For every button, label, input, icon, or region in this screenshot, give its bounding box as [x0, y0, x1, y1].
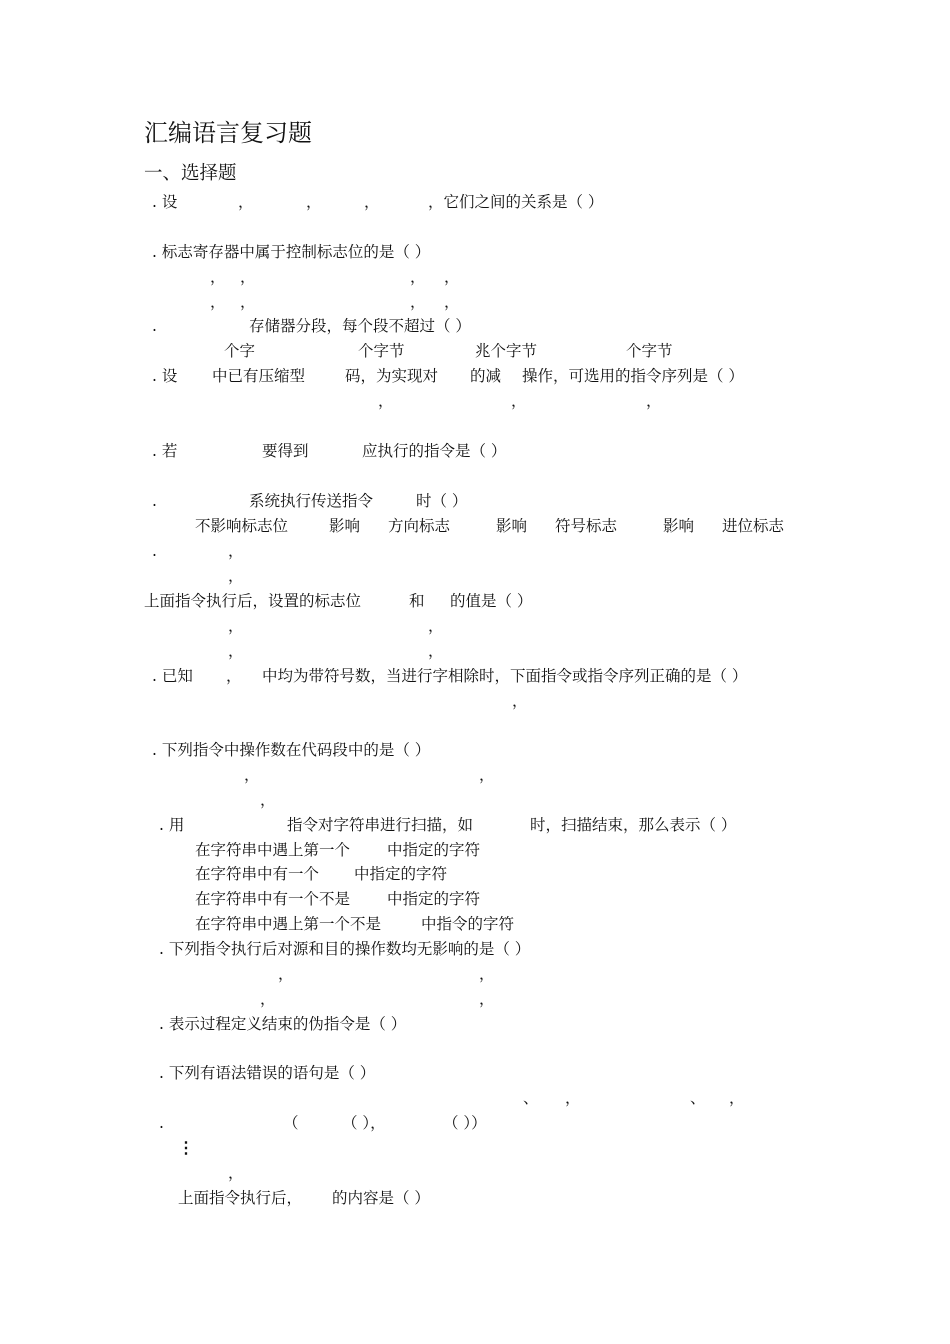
option-comma: ，	[646, 392, 662, 410]
document-title: 汇编语言复习题	[144, 119, 312, 147]
option-text: 个字节	[358, 342, 405, 360]
q3-dot: .	[152, 317, 157, 335]
option-comma: ，	[210, 268, 226, 286]
option-text: 个字节	[626, 342, 673, 360]
option-comma: ，	[479, 965, 495, 983]
option-comma: ，	[244, 766, 260, 784]
option-comma: ，	[410, 293, 426, 311]
q5-text: 应执行的指令是（ ）	[362, 442, 507, 460]
q10-text: 指令对字符串进行扫描，如	[287, 816, 474, 834]
code-paren: （ ），	[342, 1114, 386, 1132]
option-text: 兆个字节	[475, 342, 538, 360]
q1-text: . 设	[152, 193, 178, 211]
q8-text: ，	[226, 667, 242, 685]
option-mark: 、	[523, 1089, 539, 1107]
q1-comma: ，	[364, 193, 380, 211]
q14-dot: .	[159, 1114, 164, 1132]
option-comma: ，	[260, 791, 276, 809]
q4-text: . 设	[152, 367, 178, 385]
option-comma: ，	[512, 692, 528, 710]
code-comma: ，	[228, 1164, 244, 1182]
q7-text: 和	[409, 592, 425, 610]
q1-comma: ，	[306, 193, 322, 211]
option-text: 影响	[663, 517, 695, 535]
option-text: 中指定的字符	[387, 890, 481, 908]
q13-text: . 下列有语法错误的语句是（ ）	[159, 1064, 376, 1082]
code-comma: ，	[228, 567, 244, 585]
q1-comma: ，	[238, 193, 254, 211]
option-comma: ，	[240, 268, 256, 286]
q6-text: 时（ ）	[416, 492, 468, 510]
q7-text: 的值是（ ）	[450, 592, 533, 610]
option-text: 个字	[224, 342, 256, 360]
q7-text: 上面指令执行后，设置的标志位	[144, 592, 362, 610]
section-heading: 一、选择题	[144, 163, 237, 184]
option-text: 不影响标志位	[195, 517, 289, 535]
option-text: 进位标志	[722, 517, 785, 535]
option-text: 中指令的字符	[421, 915, 515, 933]
q5-text: 要得到	[262, 442, 309, 460]
q10-text: . 用	[159, 816, 185, 834]
option-comma: ，	[260, 990, 276, 1008]
option-comma: ，	[479, 766, 495, 784]
option-text: 在字符串中有一个不是	[195, 890, 351, 908]
option-comma: ，	[278, 965, 294, 983]
option-comma: ，	[444, 293, 460, 311]
option-mark: ，	[729, 1089, 745, 1107]
option-comma: ，	[378, 392, 394, 410]
option-comma: ，	[228, 642, 244, 660]
option-mark: ，	[565, 1089, 581, 1107]
code-paren: （ ））	[443, 1114, 487, 1132]
option-comma: ，	[428, 642, 444, 660]
option-text: 在字符串中有一个	[195, 865, 320, 883]
q8-text: . 已知	[152, 667, 193, 685]
option-comma: ，	[240, 293, 256, 311]
q7-dot: .	[152, 542, 157, 560]
code-paren: （	[283, 1114, 299, 1132]
q4-text: 的减	[470, 367, 502, 385]
q4-text: 中已有压缩型	[212, 367, 306, 385]
option-comma: ，	[410, 268, 426, 286]
option-text: 中指定的字符	[387, 841, 481, 859]
q11-text: . 下列指令执行后对源和目的操作数均无影响的是（ ）	[159, 940, 531, 958]
q14-text: 的内容是（ ）	[332, 1189, 430, 1207]
option-comma: ，	[210, 293, 226, 311]
option-mark: 、	[690, 1089, 706, 1107]
option-text: 中指定的字符	[354, 865, 448, 883]
q5-text: . 若	[152, 442, 178, 460]
q12-text: . 表示过程定义结束的伪指令是（ ）	[159, 1015, 407, 1033]
q4-text: 操作，可选用的指令序列是（ ）	[522, 367, 744, 385]
option-comma: ，	[228, 617, 244, 635]
q14-text: 上面指令执行后，	[178, 1189, 303, 1207]
ellipsis-mark: ⋮	[178, 1138, 194, 1157]
q2-text: . 标志寄存器中属于控制标志位的是（ ）	[152, 243, 431, 261]
q1-text: ，它们之间的关系是（ ）	[428, 193, 604, 211]
option-text: 在字符串中遇上第一个	[195, 841, 351, 859]
option-comma: ，	[479, 990, 495, 1008]
option-text: 符号标志	[555, 517, 618, 535]
option-comma: ，	[428, 617, 444, 635]
q10-text: 时，扫描结束，那么表示（ ）	[530, 816, 737, 834]
q4-text: 码，为实现对	[345, 367, 439, 385]
option-text: 影响	[496, 517, 528, 535]
q9-text: . 下列指令中操作数在代码段中的是（ ）	[152, 741, 431, 759]
option-text: 在字符串中遇上第一个不是	[195, 915, 382, 933]
q3-text: 存储器分段，每个段不超过（ ）	[249, 317, 471, 335]
code-comma: ，	[228, 542, 244, 560]
q6-dot: .	[152, 492, 157, 510]
q6-text: 系统执行传送指令	[249, 492, 374, 510]
option-comma: ，	[444, 268, 460, 286]
q8-text: 中均为带符号数，当进行字相除时，下面指令或指令序列正确的是（ ）	[262, 667, 748, 685]
option-text: 影响	[329, 517, 361, 535]
option-text: 方向标志	[388, 517, 451, 535]
option-comma: ，	[511, 392, 527, 410]
